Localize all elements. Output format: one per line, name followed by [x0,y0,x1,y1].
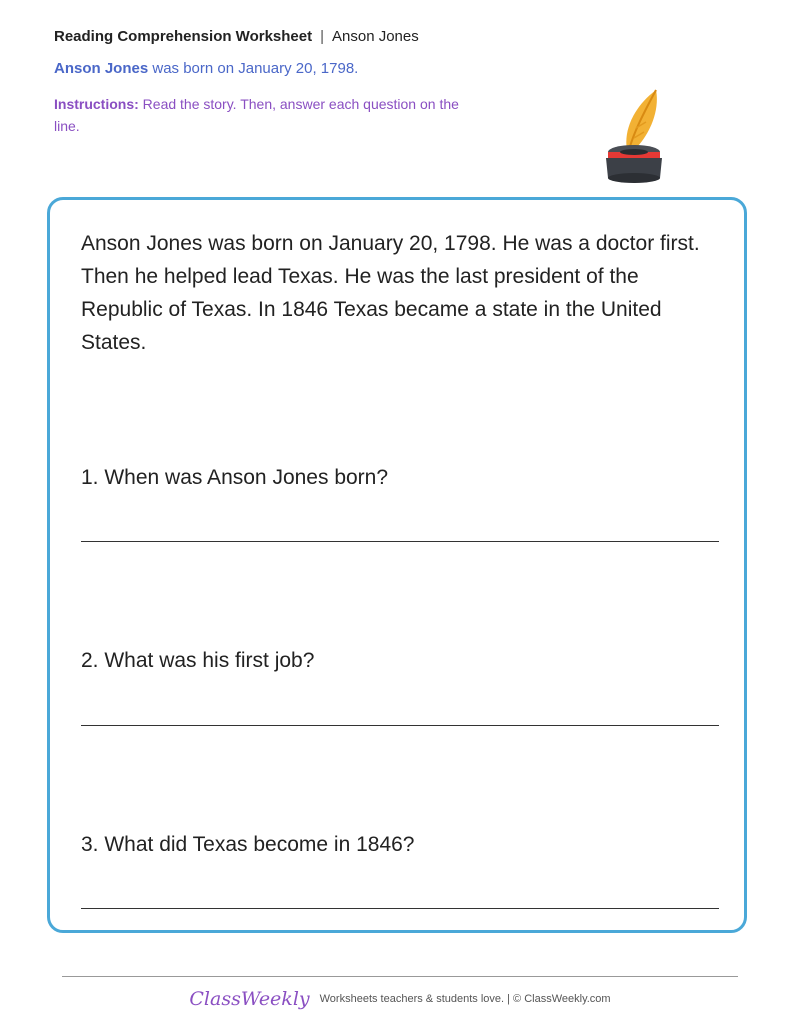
subtitle [54,60,358,77]
answer-line-3[interactable] [81,908,719,909]
question-3: 3. What did Texas become in 1846? [81,833,415,856]
answer-line-2[interactable] [81,725,719,726]
quill-inkwell-icon [598,88,670,186]
answer-line-1[interactable] [81,541,719,542]
worksheet-title: Reading Comprehension Worksheet [54,28,313,45]
footer [0,988,800,1010]
instructions-label: Instructions: [54,96,139,112]
worksheet-header [54,28,419,45]
brand-logo: ClassWeekly [189,988,310,1010]
story-paragraph: Anson Jones was born on January 20, 1798. He was a doctor first. Then he helped lead Texas. He was the last president of the Republic of Texas. In 1846 Texas became a state in the United States. [81,232,700,354]
header-separator: | [320,28,325,45]
instructions [54,93,484,137]
worksheet-topic: Anson Jones [332,28,419,45]
subtitle-name: Anson Jones [54,60,149,77]
question-2: 2. What was his first job? [81,649,315,672]
footer-divider [62,976,738,977]
instructions-text: Read the story. Then, answer each question on the line. [54,96,459,134]
subtitle-text: was born on January 20, 1798. [148,60,359,77]
question-1: 1. When was Anson Jones born? [81,466,389,489]
footer-tagline: Worksheets teachers & students love. | © ClassWeekly.com [319,993,611,1005]
